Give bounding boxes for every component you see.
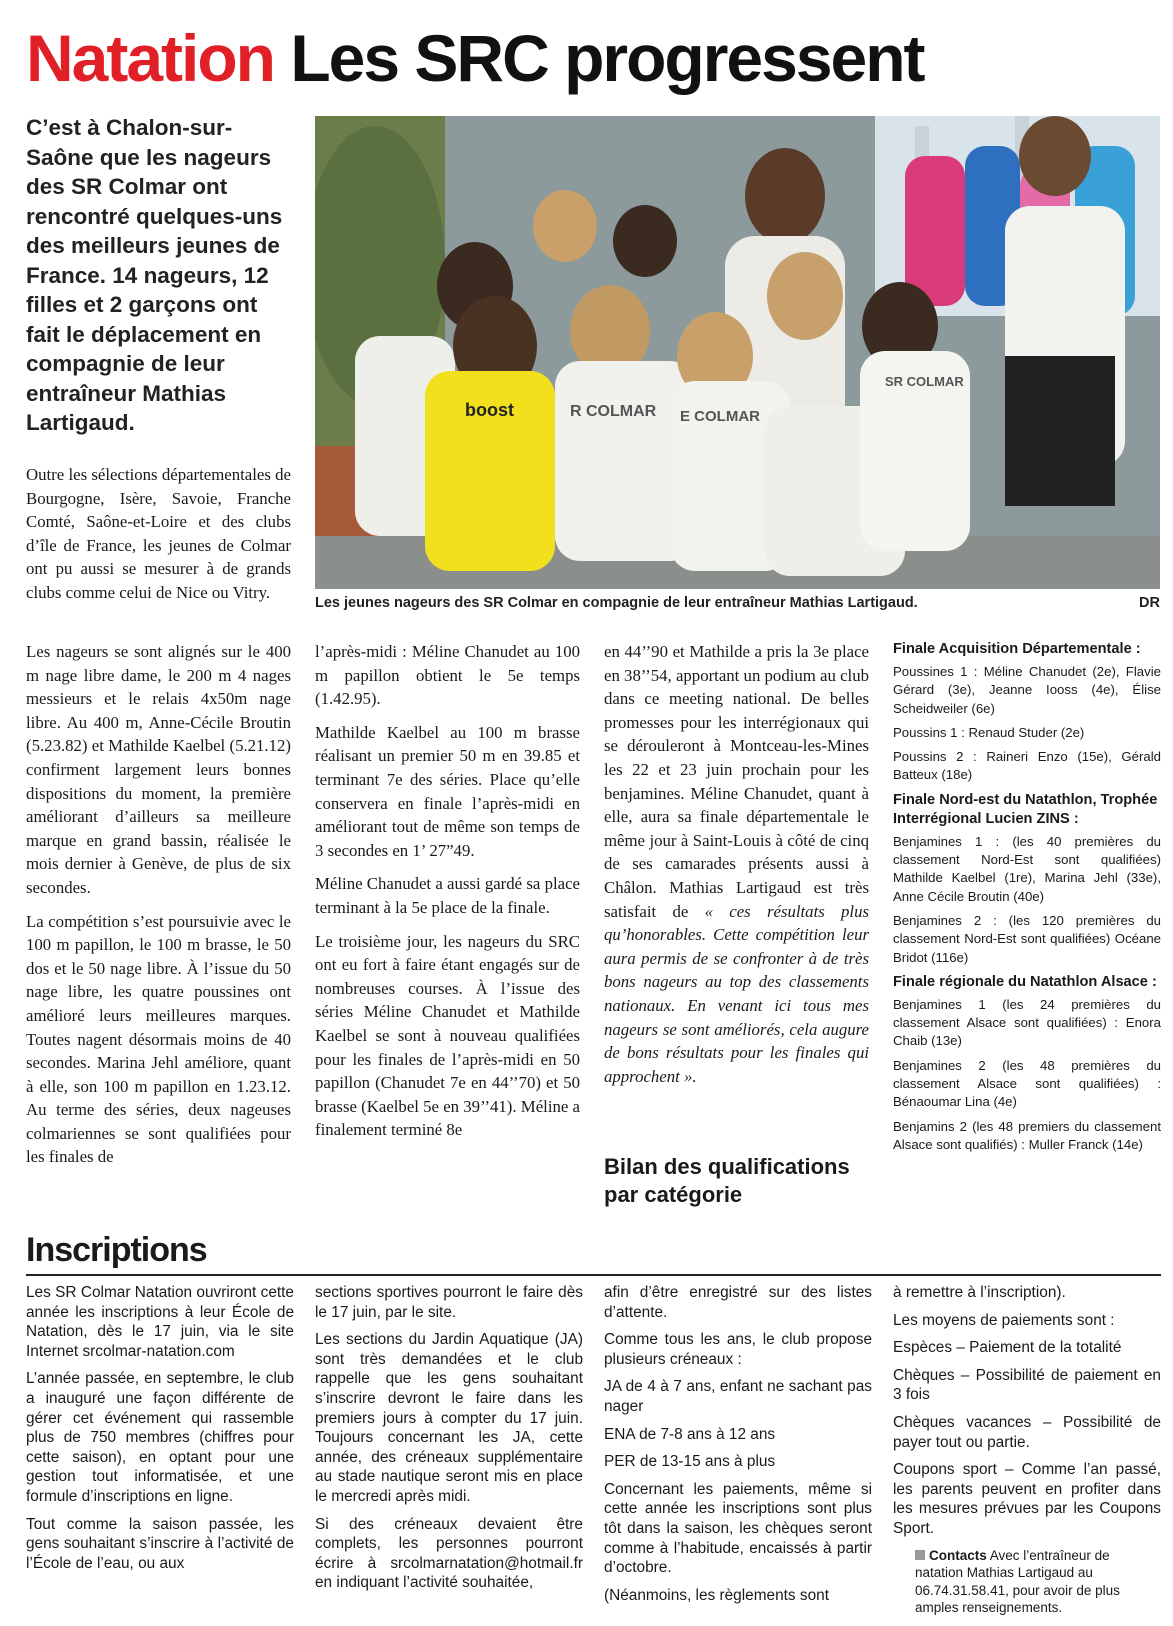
contacts-label: Contacts — [929, 1547, 987, 1563]
article-column-1 — [26, 640, 291, 1179]
paragraph: Espèces – Paiement de la totalité — [893, 1339, 1122, 1357]
paragraph: Chèques vacances – Possibilité de payer tout ou partie. — [893, 1413, 1161, 1451]
paragraph: Méline Chanudet a aussi gardé sa place terminant à la 5e place de la finale. — [315, 874, 580, 917]
paragraph: ENA de 7-8 ans à 12 ans — [604, 1425, 776, 1443]
headline-title: Les SRC progressent — [290, 21, 924, 95]
paragraph: afin d’être enregistré sur des listes d’attente. — [604, 1284, 872, 1321]
inscriptions-column-3 — [604, 1283, 872, 1613]
paragraph: Concernant les paiements, même si cette année les inscriptions sont plus tôt dans la saison, les chèques seront comme à l’habitude, encaissés à partir d’octobre. — [604, 1480, 872, 1577]
inscriptions-column-2 — [315, 1283, 583, 1601]
paragraph: (Néanmoins, les règlements sont — [604, 1586, 829, 1604]
paragraph: Les moyens de paiements sont : — [893, 1311, 1115, 1329]
paragraph: l’après-midi : Méline Chanudet au 100 m papillon obtient le 5e temps (1.42.95). — [315, 642, 580, 709]
results-section-title: Finale Acquisition Départementale : — [893, 641, 1141, 657]
paragraph: PER de 13-15 ans à plus — [604, 1453, 776, 1471]
paragraph: Les nageurs se sont alignés sur le 400 m nage libre dame, le 200 m 4 nages messieurs et le relais 4x50m nage libre. Au 400 m, Anne-Cécile Broutin (5.23.82) et Mathilde Kaelbel (5.21.12) confirment largement leurs bonnes dispositions du moment, la première améliorant d’ailleurs sa meilleure marque en grand bassin, réalisée le mois dernier à Genève, de plus de six secondes. — [26, 642, 291, 897]
paragraph: Les sections du Jardin Aquatique (JA) sont très demandées et le club rappelle que les gens souhaitant s’inscrire devront le faire dans les premiers jours à compter du 17 juin. Toujours concernant les JA, cette année, des créneaux supplémentaire au stade nautique seront mis en place le mercredi après midi. — [315, 1331, 583, 1505]
article-column-2 — [315, 640, 580, 1152]
headline — [26, 18, 1156, 98]
contacts-box — [893, 1547, 1161, 1617]
inscriptions-column-1 — [26, 1283, 294, 1581]
bilan-heading: Bilan des qualifications par catégorie — [604, 1154, 850, 1207]
result-line: Benjamins 2 (les 48 premiers du classement Alsace sont qualifiés) : Muller Franck (14e) — [893, 1118, 1161, 1152]
paragraph — [604, 640, 869, 1088]
paragraph: JA de 4 à 7 ans, enfant ne sachant pas nager — [604, 1378, 872, 1415]
result-line: Benjamines 1 (les 24 premières du classement Alsace sont qualifiées) : Enora Chaib (13e) — [893, 996, 1161, 1049]
paragraph: Tout comme la saison passée, les gens souhaitant s’inscrire à l’activité de l’École de l’eau, ou aux — [26, 1515, 294, 1572]
result-line: Poussins 1 : Renaud Studer (2e) — [893, 724, 1085, 740]
photo-credit: DR — [1139, 595, 1160, 611]
paragraph-text: en 44’’90 et Mathilde a pris la 3e place en 38’’54, apportant un podium au club dans ce meeting national. De belles promesses pour les interrégionaux qui se dérouleront à Montceau-les-Mines les 22 et 23 juin prochain pour les benjamines. Méline Chanudet, quant à elle, aura sa finale départementale le même jour à Saint-Louis à côté de cinq de ses camarades présents aussi à Châlon. Mathias Lartigaud est très satisfait de — [604, 642, 869, 921]
results-section-title: Finale régionale du Natathlon Alsace : — [893, 973, 1157, 990]
result-line: Poussins 2 : Raineri Enzo (15e), Gérald Batteux (18e) — [893, 749, 1161, 783]
paragraph: Comme tous les ans, le club propose plusieurs créneaux : — [604, 1331, 872, 1368]
paragraph: Outre les sélections départementales de Bourgogne, Isère, Savoie, Franche Comté, Saône-et-Loire et des clubs d’île de France, les jeunes de Colmar ont pu aussi se mesurer à de grands clubs comme celui de Nice ou Vitry. — [26, 465, 291, 602]
result-line: Benjamines 1 : (les 40 premières du classement Nord-Est sont qualifiées) Mathilde Kaelbel (1re), Marina Jehl (33e), Anne Cécile Broutin (40e) — [893, 833, 1161, 904]
shirt-text-boost: boost — [465, 400, 514, 420]
inscriptions-heading: Inscriptions — [26, 1226, 1161, 1276]
paragraph: Le troisième jour, les nageurs du SRC ont eu fort à faire étant engagés sur de nombreuses courses. À l’issue des séries Méline Chanudet et Mathilde Kaelbel se sont à nouveau qualifiées pour les finales de l’après-midi en 50 papillon (Chanudet 7e en 44’’70) et 50 brasse (Kaelbel 5e en 39’’41). Méline a finalement terminé 8e — [315, 931, 580, 1140]
square-bullet-icon — [915, 1550, 925, 1560]
contacts-text: Avec l’entraîneur de natation Mathias Lartigaud au 06.74.31.58.41, pour avoir de plus amples renseignements. — [915, 1547, 1120, 1616]
result-line: Benjamines 2 : (les 120 premières du classement Nord-Est sont qualifiées) Océane Bridot (116e) — [893, 912, 1161, 965]
results-column — [893, 640, 1161, 1160]
inscriptions-column-4 — [893, 1283, 1161, 1625]
paragraph: Les SR Colmar Natation ouvriront cette année les inscriptions à leur École de Natation, dès le 17 juin, via le site Internet srcolmar-natation.com — [26, 1284, 294, 1360]
photo-caption — [315, 592, 1160, 614]
paragraph: à remettre à l’inscription). — [893, 1284, 1066, 1301]
results-section-title: Finale Nord-est du Natathlon, Trophée Interrégional Lucien ZINS : — [893, 791, 1158, 827]
result-line: Benjamines 2 (les 48 premières du classement Alsace sont qualifiées) : Bénaoumar Lina (4e) — [893, 1057, 1161, 1110]
shirt-text-colmar-2: E COLMAR — [680, 408, 760, 425]
team-photo — [315, 116, 1160, 589]
article-intro — [26, 463, 291, 615]
paragraph: Coupons sport – Comme l’an passé, les parents peuvent en profiter dans les mesures prévues par les Coupons Sport. — [893, 1461, 1161, 1537]
headline-kicker: Natation — [26, 21, 274, 95]
paragraph: Mathilde Kaelbel au 100 m brasse réalisant un premier 50 m en 39.85 et terminant 7e des séries. Place qu’elle conservera en finale l’après-midi en améliorant tout de même son temps de 3 secondes en 1’ 27”49. — [315, 722, 580, 860]
coach-quote: « ces résultats plus qu’honorables. Cette compétition leur aura permis de se confronter à de très bons nageurs au top des classements nationaux. En venant ici tous mes nageurs se sont améliorés, cela augure de bons résultats pour les finales qui approchent ». — [604, 901, 870, 1086]
article-column-3 — [604, 640, 869, 1098]
shirt-text-colmar-1: R COLMAR — [570, 403, 657, 420]
paragraph: Chèques – Possibilité de paiement en 3 fois — [893, 1366, 1161, 1404]
paragraph: La compétition s’est poursuivie avec le 100 m papillon, le 100 m brasse, le 50 dos et le 50 nage libre. À l’issue du 50 nage libre, les quatre poussines ont amélioré leurs meilleures marques. Toutes nagent désormais moins de 40 secondes. Marina Jehl améliore, quant à elle, son 100 m papillon en 1.23.12. Au terme des séries, deux nageuses colmariennes se sont qualifiées pour les finales de — [26, 911, 291, 1167]
result-line: Poussines 1 : Méline Chanudet (2e), Flavie Gérard (3e), Jeanne Iooss (4e), Élise Scheidweiler (6e) — [893, 664, 1161, 716]
paragraph: Si des créneaux devaient être complets, les personnes pourront écrire à srcolmarnatation@hotmail.fr en indiquant l’activité souhaitée, — [315, 1515, 583, 1592]
team-photo-illustration — [315, 116, 1160, 589]
shirt-text-colmar-3: SR COLMAR — [885, 374, 964, 389]
paragraph: sections sportives pourront le faire dès le 17 juin, par le site. — [315, 1284, 583, 1321]
paragraph: L’année passée, en septembre, le club a inauguré une façon différente de gérer cet événement qui rassemble plus de 750 membres (chiffres pour cette saison), en optant pour une gestion tout informatisée, et une formule d’inscriptions en ligne. — [26, 1370, 294, 1505]
lead-paragraph: C’est à Chalon-sur-Saône que les nageurs des SR Colmar ont rencontré quelques-uns des meilleurs jeunes de France. 14 nageurs, 12 filles et 2 garçons ont fait le déplacement en compagnie de leur entraîneur Mathias Lartigaud. — [26, 115, 283, 435]
caption-text: Les jeunes nageurs des SR Colmar en compagnie de leur entraîneur Mathias Lartigaud. — [315, 595, 918, 611]
